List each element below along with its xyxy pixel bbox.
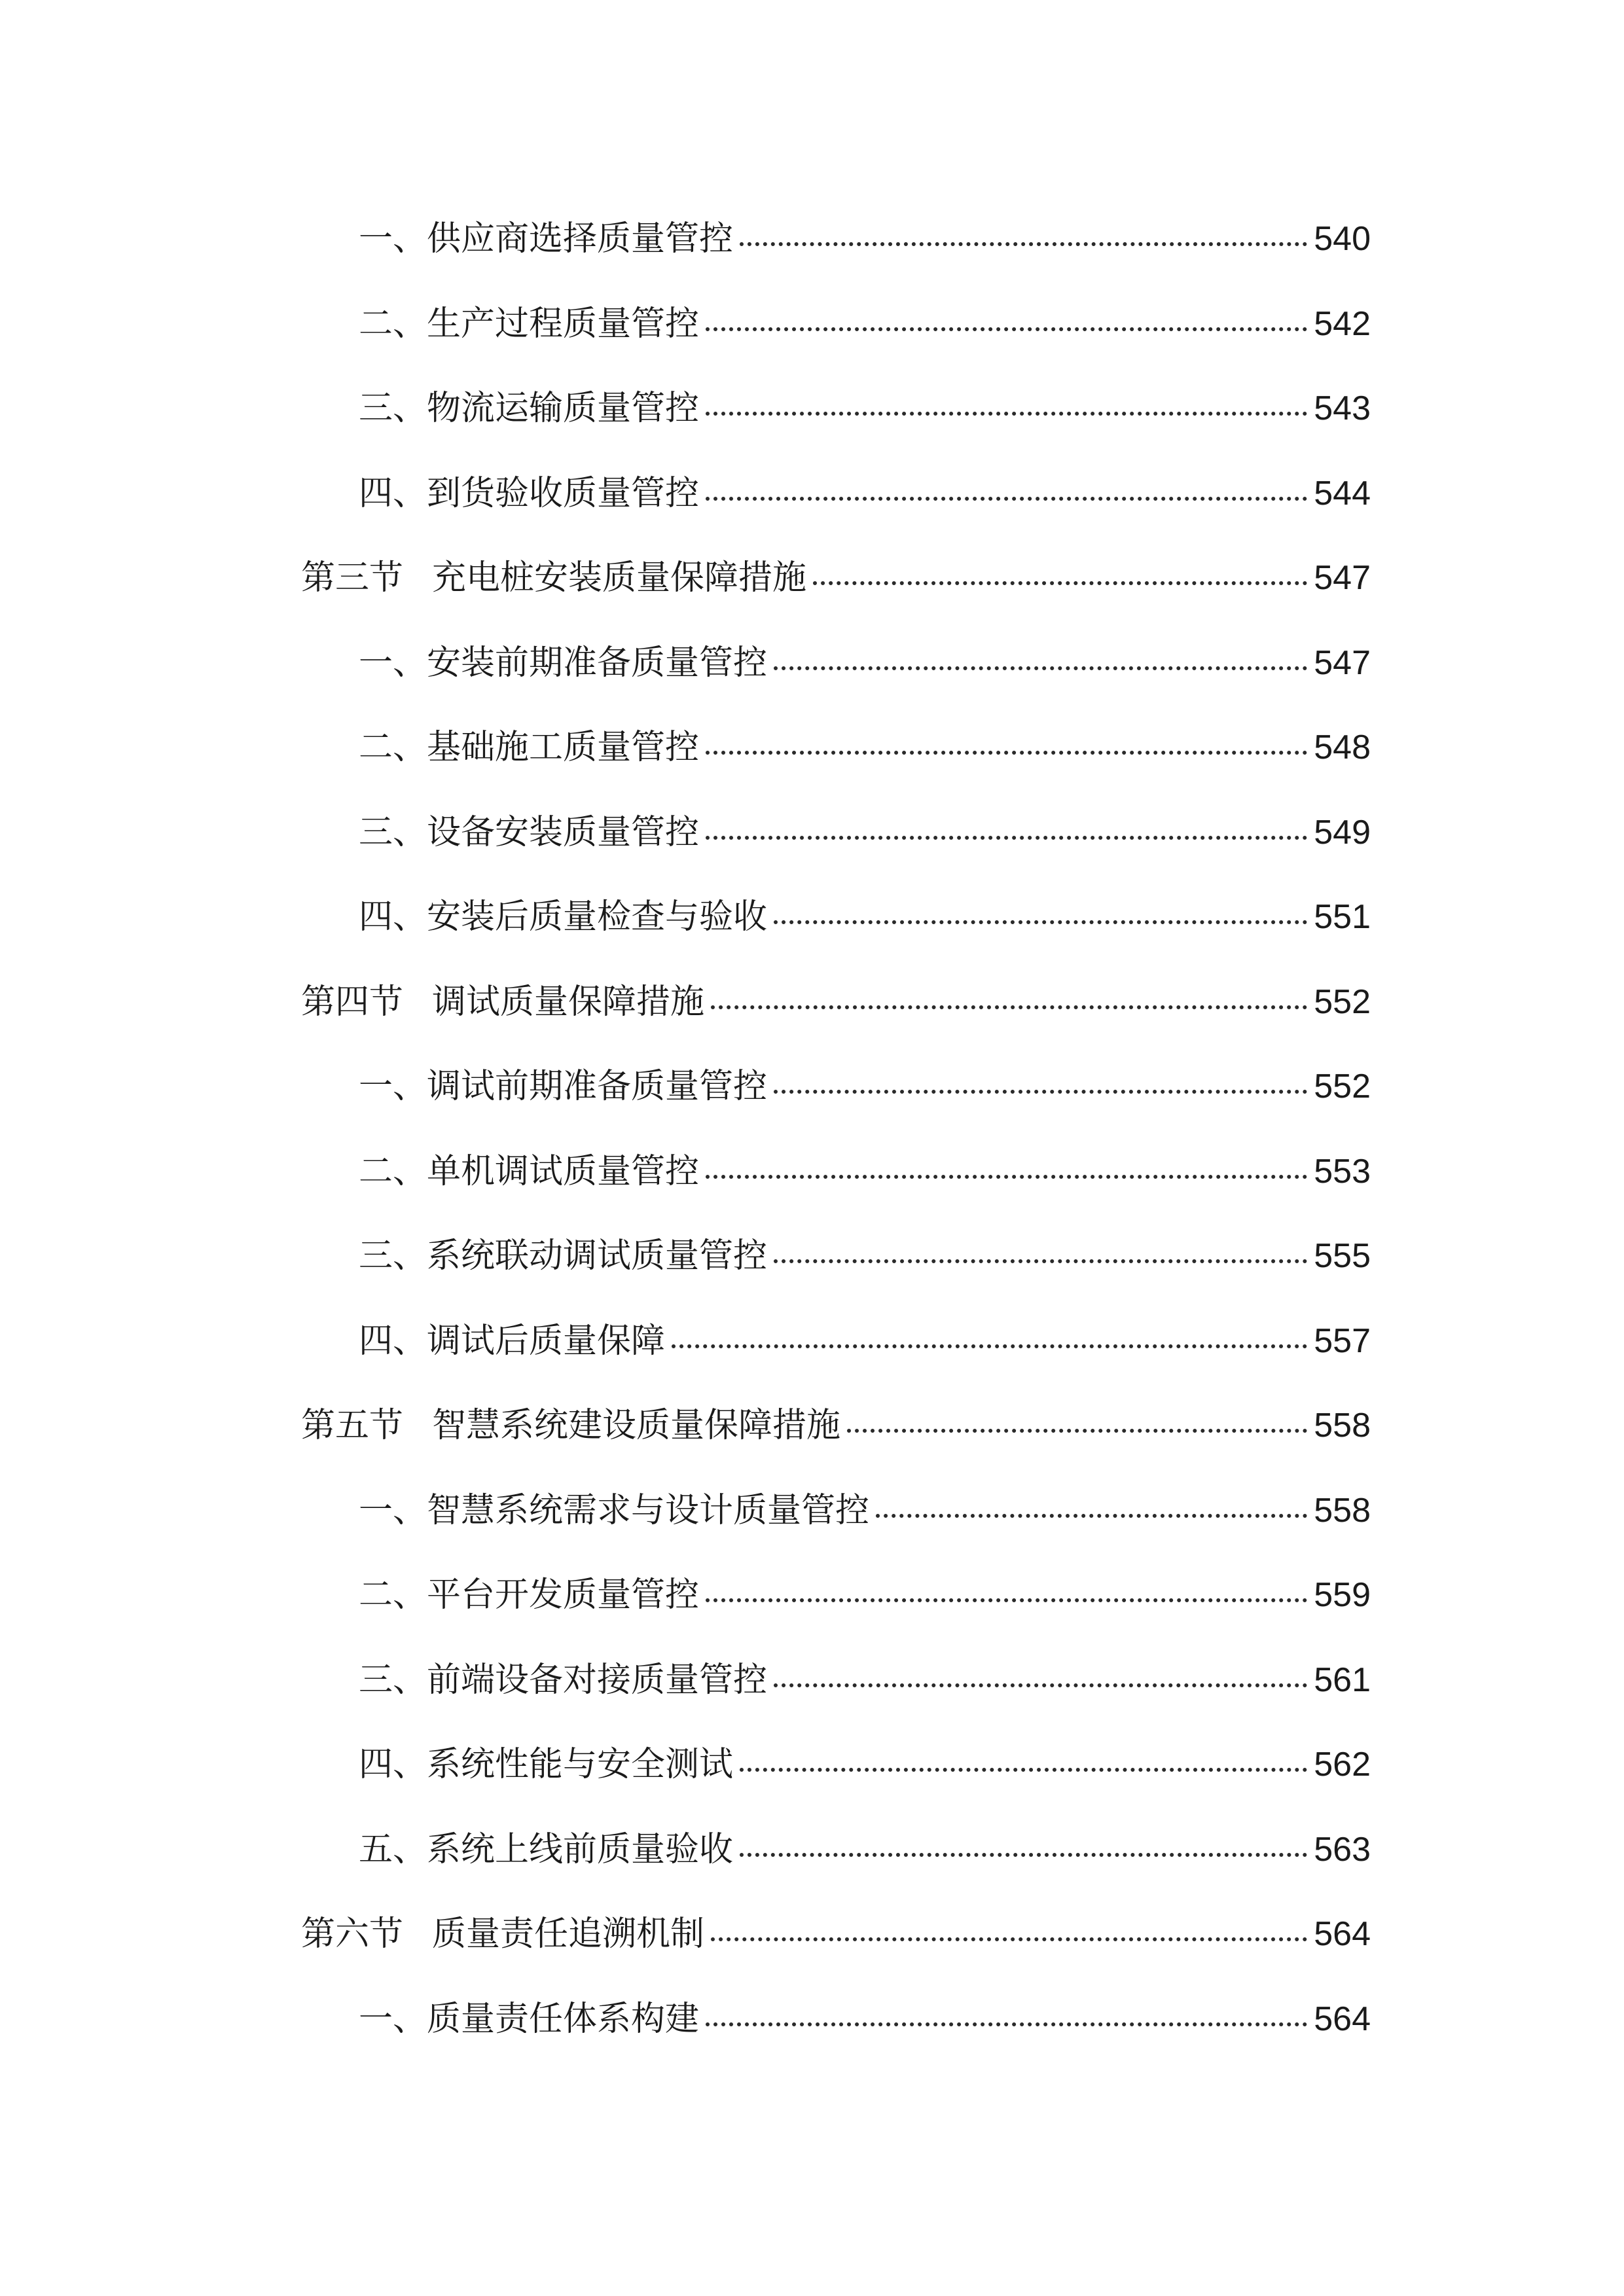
toc-page-number: 561 <box>1314 1660 1371 1699</box>
toc-entry-number: 三、 <box>359 1236 427 1276</box>
toc-entry-title: 系统联动调试质量管控 <box>427 1236 768 1276</box>
toc-entry-label <box>301 1397 840 1454</box>
toc-entry-title: 物流运输质量管控 <box>427 389 700 428</box>
dot-leader <box>706 1598 1307 1602</box>
dot-leader <box>706 412 1307 416</box>
toc-page-number: 549 <box>1314 813 1371 852</box>
toc-section-entry[interactable] <box>301 1906 1371 1991</box>
dot-leader <box>847 1429 1307 1433</box>
dot-leader <box>706 1175 1307 1179</box>
toc-subsection-entry[interactable] <box>301 804 1371 889</box>
toc-entry-label <box>359 1567 699 1623</box>
toc-page-number: 542 <box>1314 304 1371 343</box>
dot-leader <box>672 1344 1307 1348</box>
dot-leader <box>774 1683 1307 1687</box>
toc-entry-number: 第四节 <box>301 982 404 1022</box>
toc-entry-title: 供应商选择质量管控 <box>427 219 734 259</box>
dot-leader <box>706 497 1307 501</box>
toc-subsection-entry[interactable] <box>301 1143 1371 1229</box>
dot-leader <box>711 1937 1307 1941</box>
toc-entry-number: 二、 <box>359 1151 427 1191</box>
toc-entry-title: 设备安装质量管控 <box>427 812 700 852</box>
toc-subsection-entry[interactable] <box>301 465 1371 550</box>
toc-subsection-entry[interactable] <box>301 1821 1371 1907</box>
toc-subsection-entry[interactable] <box>301 635 1371 720</box>
toc-entry-title: 调试后质量保障 <box>427 1321 666 1361</box>
toc-entry-number: 一、 <box>359 1999 427 2039</box>
toc-entry-label <box>359 635 767 691</box>
toc-entry-label <box>359 296 699 352</box>
toc-entry-title: 平台开发质量管控 <box>427 1575 700 1615</box>
dot-leader <box>706 327 1307 331</box>
toc-entry-label <box>301 550 806 606</box>
toc-entry-number: 二、 <box>359 728 427 767</box>
toc-page-number: 563 <box>1314 1830 1371 1869</box>
toc-entry-label <box>359 1991 699 2047</box>
toc-entry-title: 质量责任追溯机制 <box>432 1914 705 1954</box>
toc-entry-title: 安装后质量检查与验收 <box>427 897 768 937</box>
toc-page-number: 548 <box>1314 728 1371 766</box>
toc-subsection-entry[interactable] <box>301 211 1371 296</box>
toc-entry-number: 三、 <box>359 812 427 852</box>
toc-entry-label <box>359 1228 767 1284</box>
toc-page-number: 564 <box>1314 1915 1371 1953</box>
toc-entry-title: 安装前期准备质量管控 <box>427 643 768 683</box>
toc-entry-label <box>359 1143 699 1200</box>
toc-entry-title: 调试前期准备质量管控 <box>427 1067 768 1106</box>
toc-subsection-entry[interactable] <box>301 1736 1371 1821</box>
toc-page-number: 547 <box>1314 559 1371 597</box>
toc-subsection-entry[interactable] <box>301 380 1371 465</box>
toc-page-number: 557 <box>1314 1321 1371 1360</box>
toc-subsection-entry[interactable] <box>301 719 1371 804</box>
toc-entry-label <box>359 889 767 945</box>
toc-entry-label <box>359 465 699 522</box>
dot-leader <box>774 920 1307 924</box>
toc-entry-label <box>359 1736 733 1793</box>
toc-entry-label <box>359 1482 869 1539</box>
toc-entry-label <box>359 211 733 267</box>
toc-entry-number: 四、 <box>359 897 427 937</box>
toc-entry-label <box>359 1058 767 1115</box>
toc-page-number: 559 <box>1314 1576 1371 1614</box>
toc-entry-number: 四、 <box>359 1745 427 1784</box>
toc-entry-number: 一、 <box>359 1067 427 1106</box>
toc-entry-label <box>359 380 699 437</box>
toc-entry-number: 三、 <box>359 1660 427 1700</box>
toc-page-number: 564 <box>1314 2000 1371 2038</box>
toc-page-number: 562 <box>1314 1746 1371 1784</box>
toc-entry-number: 三、 <box>359 389 427 428</box>
toc-entry-label <box>301 1906 704 1962</box>
toc-entry-title: 智慧系统需求与设计质量管控 <box>427 1490 870 1530</box>
toc-page-number: 552 <box>1314 1067 1371 1105</box>
toc-entry-label <box>359 1652 767 1708</box>
dot-leader <box>813 581 1307 585</box>
dot-leader <box>706 2022 1307 2026</box>
dot-leader <box>711 1005 1307 1009</box>
toc-entry-number: 第五节 <box>301 1406 404 1445</box>
toc-page-number: 540 <box>1314 220 1371 258</box>
toc-page-number: 558 <box>1314 1491 1371 1530</box>
toc-entry-title: 系统性能与安全测试 <box>427 1745 734 1784</box>
toc-entry-number: 一、 <box>359 219 427 259</box>
toc-subsection-entry[interactable] <box>301 1482 1371 1568</box>
dot-leader <box>740 1768 1307 1772</box>
toc-section-entry[interactable] <box>301 1397 1371 1482</box>
toc-section-entry[interactable] <box>301 550 1371 635</box>
toc-page-number: 543 <box>1314 389 1371 427</box>
toc-entry-label <box>301 974 704 1030</box>
toc-entry-number: 第三节 <box>301 558 404 598</box>
toc-page-number: 547 <box>1314 643 1371 682</box>
toc-entry-number: 二、 <box>359 1575 427 1615</box>
toc-page-number: 552 <box>1314 982 1371 1021</box>
toc-subsection-entry[interactable] <box>301 1567 1371 1652</box>
dot-leader <box>740 242 1307 246</box>
toc-entry-number: 一、 <box>359 1490 427 1530</box>
toc-entry-number: 一、 <box>359 643 427 683</box>
toc-entry-number: 二、 <box>359 304 427 344</box>
toc-page-number: 551 <box>1314 898 1371 936</box>
toc-entry-title: 智慧系统建设质量保障措施 <box>432 1406 841 1445</box>
toc-subsection-entry[interactable] <box>301 1652 1371 1737</box>
toc-subsection-entry[interactable] <box>301 1058 1371 1143</box>
dot-leader <box>774 666 1307 670</box>
toc-subsection-entry[interactable] <box>301 1313 1371 1398</box>
dot-leader <box>774 1259 1307 1263</box>
toc-entry-title: 单机调试质量管控 <box>427 1151 700 1191</box>
toc-entry-title: 系统上线前质量验收 <box>427 1829 734 1869</box>
toc-subsection-entry[interactable] <box>301 296 1371 381</box>
toc-entry-number: 第六节 <box>301 1914 404 1954</box>
toc-section-entry[interactable] <box>301 974 1371 1059</box>
toc-page-number: 555 <box>1314 1237 1371 1275</box>
toc-entry-label <box>359 719 699 776</box>
toc-subsection-entry[interactable] <box>301 1991 1371 2076</box>
dot-leader <box>774 1090 1307 1094</box>
dot-leader <box>876 1514 1307 1518</box>
toc-entry-title: 充电桩安装质量保障措施 <box>432 558 807 598</box>
toc-entry-title: 质量责任体系构建 <box>427 1999 700 2039</box>
toc-entry-title: 前端设备对接质量管控 <box>427 1660 768 1700</box>
toc-entry-label <box>359 1313 665 1369</box>
toc-entry-label <box>359 804 699 861</box>
dot-leader <box>706 751 1307 755</box>
toc-entry-title: 生产过程质量管控 <box>427 304 700 344</box>
toc-entry-title: 基础施工质量管控 <box>427 728 700 767</box>
toc-entry-number: 四、 <box>359 473 427 513</box>
dot-leader <box>740 1853 1307 1857</box>
toc-entry-number: 四、 <box>359 1321 427 1361</box>
toc-page-number: 544 <box>1314 474 1371 512</box>
toc-subsection-entry[interactable] <box>301 1228 1371 1313</box>
dot-leader <box>706 836 1307 840</box>
toc-entry-title: 调试质量保障措施 <box>432 982 705 1022</box>
toc-page-number: 558 <box>1314 1407 1371 1444</box>
toc-entry-label <box>359 1821 733 1878</box>
toc-entry-title: 到货验收质量管控 <box>427 473 700 513</box>
toc-page-number: 553 <box>1314 1152 1371 1191</box>
toc-subsection-entry[interactable] <box>301 889 1371 974</box>
table-of-contents <box>301 211 1371 2075</box>
toc-entry-number: 五、 <box>359 1829 427 1869</box>
